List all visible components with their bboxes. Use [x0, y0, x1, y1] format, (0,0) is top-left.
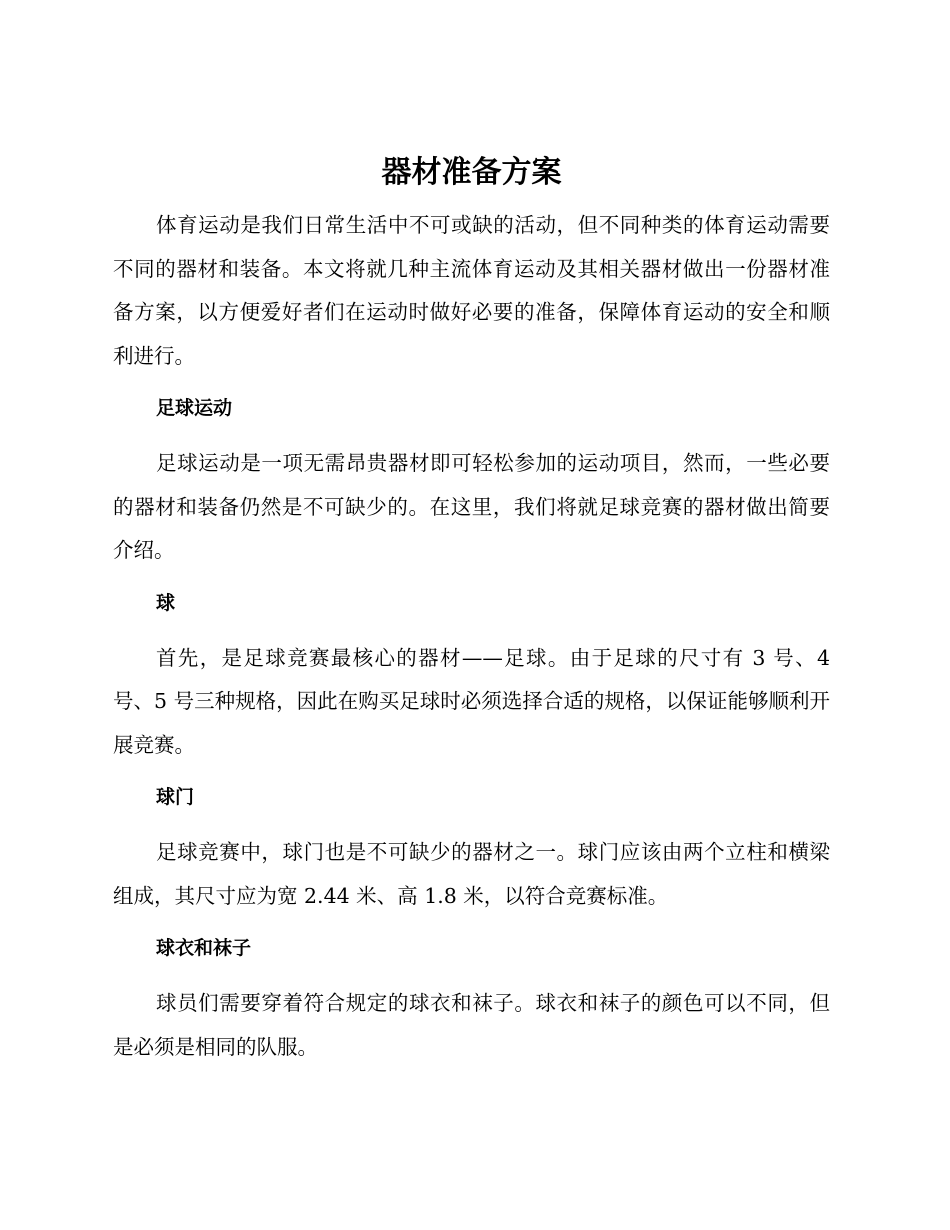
section-heading-football: 足球运动: [156, 397, 233, 419]
section-heading-kit: 球衣和袜子: [156, 937, 252, 959]
spacer: [113, 962, 830, 982]
spacer: [113, 378, 830, 394]
spacer: [113, 422, 830, 442]
section-body-ball: 首先，是足球竞赛最核心的器材——足球。由于足球的尺寸有 3 号、4 号、5 号三种规格，因此在购买足球时必须选择合适的规格，以保证能够顺利开展竞赛。: [113, 645, 830, 757]
section-heading-ball: 球: [156, 591, 176, 614]
spacer: [113, 196, 830, 204]
document-title: 器材准备方案: [381, 155, 562, 190]
spacer: [113, 573, 830, 589]
section-body-goal: 足球竞赛中，球门也是不可缺少的器材之一。球门应该由两个立柱和横梁组成，其尺寸应为宽 2.44 米、高 1.8 米，以符合竞赛标准。: [113, 840, 830, 908]
section-heading-goal: 球门: [156, 786, 195, 808]
spacer: [113, 617, 830, 637]
document-content: [113, 150, 830, 1069]
spacer: [113, 918, 830, 934]
spacer: [113, 767, 830, 783]
section-body-kit: 球员们需要穿着符合规定的球衣和袜子。球衣和袜子的颜色可以不同，但是必须是相同的队服。: [113, 991, 830, 1059]
intro-paragraph: 体育运动是我们日常生活中不可或缺的活动，但不同种类的体育运动需要不同的器材和装备。本文将就几种主流体育运动及其相关器材做出一份器材准备方案，以方便爱好者们在运动时做好必要的准备，保障体育运动的安全和顺利进行。: [113, 213, 830, 368]
section-body-football: 足球运动是一项无需昂贵器材即可轻松参加的运动项目，然而，一些必要的器材和装备仍然是不可缺少的。在这里，我们将就足球竞赛的器材做出简要介绍。: [113, 451, 830, 562]
spacer: [113, 811, 830, 831]
